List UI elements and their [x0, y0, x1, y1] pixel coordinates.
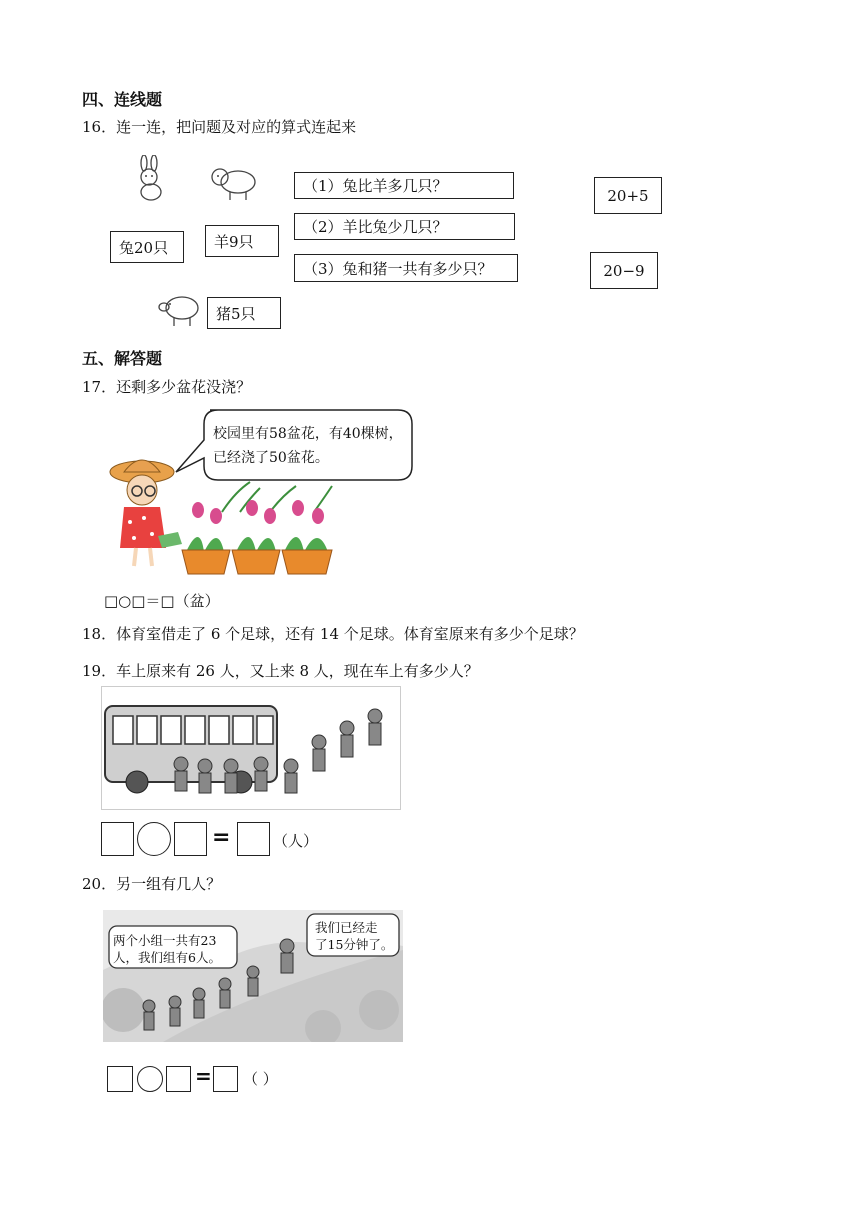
- operator-circle-19[interactable]: [137, 822, 171, 856]
- section-heading-4: 四、连线题: [82, 90, 163, 109]
- operator-circle-20[interactable]: [137, 1066, 163, 1092]
- unit-19: （人）: [273, 832, 319, 850]
- answer-template-17: □○□＝□（盆）: [104, 592, 220, 610]
- question-17-text: 17．还剩多少盆花没浇？: [82, 378, 252, 396]
- answer-box-20-3[interactable]: [213, 1066, 238, 1092]
- animal-box-sheep: 羊9只: [205, 225, 279, 257]
- question-box-3: （3）兔和猪一共有多少只？: [294, 254, 518, 282]
- hiking-bubble-right-line-2: 了15分钟了。: [315, 937, 394, 952]
- answer-box-19-2[interactable]: [174, 822, 207, 856]
- equals-sign-19: =: [212, 825, 231, 850]
- question-box-2: （2）羊比兔少几只？: [294, 213, 515, 240]
- animal-box-rabbit: 兔20只: [110, 231, 184, 263]
- answer-box-20-1[interactable]: [107, 1066, 133, 1092]
- pig-icon: [156, 292, 204, 328]
- hiking-bubble-right-line-1: 我们已经走: [315, 920, 378, 935]
- answer-box-19-1[interactable]: [101, 822, 134, 856]
- formula-box-1: 20+5: [594, 177, 662, 214]
- bubble-text-line-1: 校园里有58盆花，有40棵树，: [213, 426, 403, 442]
- equals-sign-20: =: [195, 1064, 212, 1088]
- bubble-text-line-2: 已经浇了50盆花。: [213, 450, 329, 466]
- hiking-bubble-left-line-2: 人，我们组有6人。: [113, 950, 221, 965]
- formula-box-2: 20−9: [590, 252, 658, 289]
- sheep-icon: [208, 162, 258, 202]
- question-20-text: 20．另一组有几人？: [82, 875, 222, 893]
- hiking-bubble-left-line-1: 两个小组一共有23: [113, 933, 217, 948]
- rabbit-icon: [130, 155, 172, 203]
- section-heading-5: 五、解答题: [82, 349, 163, 368]
- question-box-1: （1）兔比羊多几只？: [294, 172, 514, 199]
- girl-watering-flowers-illustration: [100, 452, 340, 578]
- unit-20: （ ）: [243, 1070, 278, 1088]
- question-16-text: 16．连一连，把问题及对应的算式连起来: [82, 118, 357, 136]
- animal-box-pig: 猪5只: [207, 297, 281, 329]
- answer-box-20-2[interactable]: [166, 1066, 191, 1092]
- answer-box-19-3[interactable]: [237, 822, 270, 856]
- bus-with-children-illustration: [101, 686, 401, 810]
- question-19-text: 19．车上原来有 26 人，又上来 8 人，现在车上有多少人？: [82, 662, 479, 680]
- question-18-text: 18．体育室借走了 6 个足球，还有 14 个足球。体育室原来有多少个足球？: [82, 625, 584, 643]
